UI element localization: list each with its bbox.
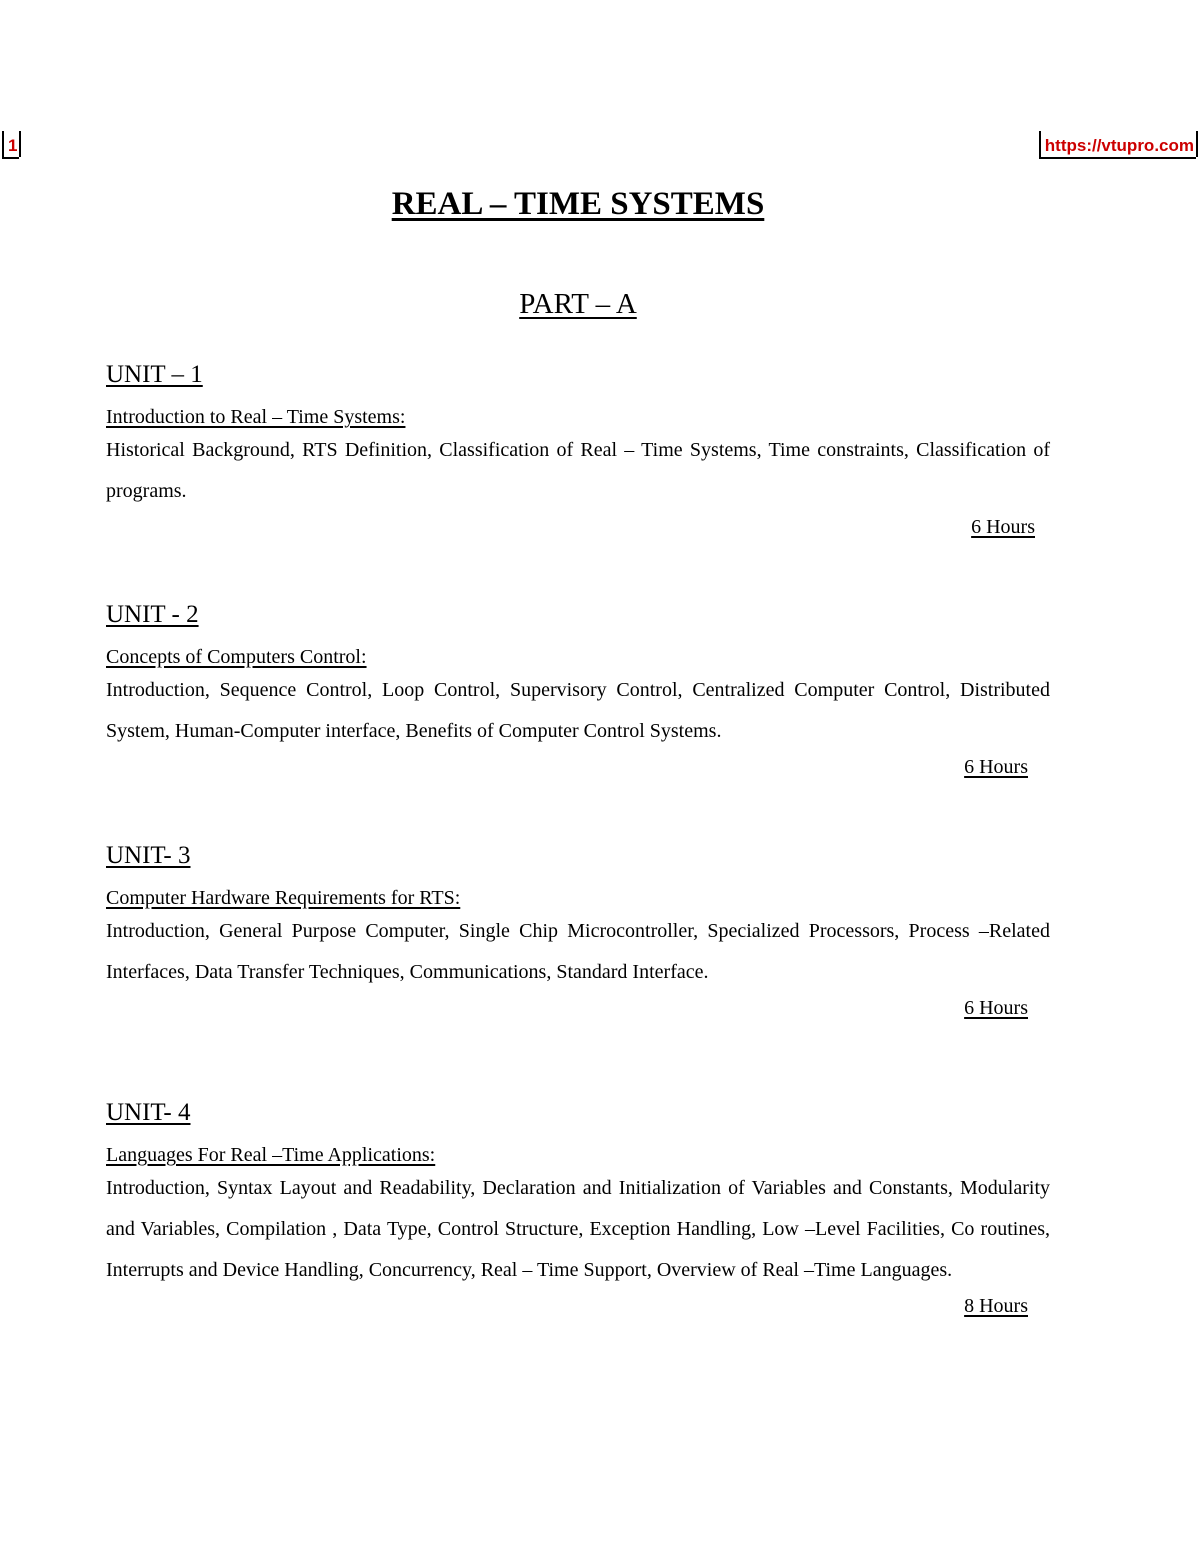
site-link[interactable]: https://vtupro.com [1044,136,1194,155]
unit-2-section [106,600,1050,782]
unit-hours: 6 Hours [964,997,1028,1019]
document-title: REAL – TIME SYSTEMS [391,186,765,222]
unit-topics: Historical Background, RTS Definition, Classification of Real – Time Systems, Time constraints, Classification of programs. [106,439,1050,502]
unit-3-section [106,841,1050,1023]
part-heading: PART – A [519,288,637,320]
site-link-box[interactable] [1039,131,1196,159]
unit-subtitle: Languages For Real –Time Applications: [106,1144,436,1166]
unit-hours: 6 Hours [964,756,1028,778]
unit-1-section [106,360,1050,542]
unit-hours: 8 Hours [964,1295,1028,1317]
unit-4-section [106,1098,1050,1321]
unit-subtitle: Concepts of Computers Control: [106,646,367,668]
unit-topics: Introduction, General Purpose Computer, Single Chip Microcontroller, Specialized Processors, Process –Related Interfaces, Data Transfer Techniques, Communications, Standard Interface. [106,920,1050,983]
unit-hours: 6 Hours [971,516,1035,538]
unit-topics: Introduction, Sequence Control, Loop Control, Supervisory Control, Centralized Computer Control, Distributed System, Human-Computer interface, Benefits of Computer Control Systems. [106,679,1050,742]
unit-subtitle: Introduction to Real – Time Systems: [106,406,406,428]
unit-topics: Introduction, Syntax Layout and Readability, Declaration and Initialization of Variables and Constants, Modularity and Variables, Compilation , Data Type, Control Structure, Exception Handling, Low –Level Facilities, Co routines, Interrupts and Device Handling, Concurrency, Real – Time Support, Overview of Real –Time Languages. [106,1177,1050,1281]
unit-subtitle: Computer Hardware Requirements for RTS: [106,887,461,909]
page-number-box [2,131,19,159]
unit-heading: UNIT - 2 [106,601,199,628]
page-number: 1 [8,136,18,155]
unit-heading: UNIT – 1 [106,361,203,388]
unit-heading: UNIT- 3 [106,842,191,869]
unit-heading: UNIT- 4 [106,1099,191,1126]
